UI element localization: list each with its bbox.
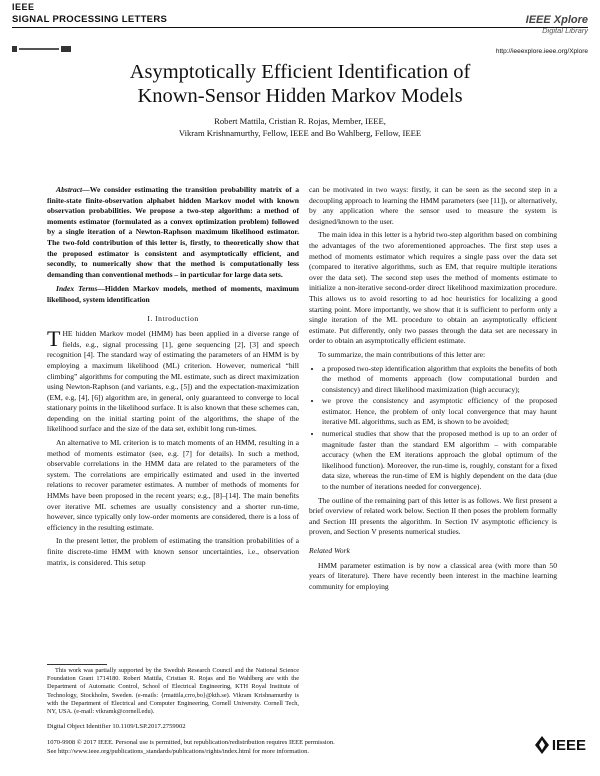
index-terms: Index Terms—Hidden Markov models, method of moments, maximum likelihood, system identification — [47, 284, 300, 304]
xplore-logo[interactable] — [526, 14, 588, 35]
index-terms-text: Hidden Markov models, method of moments, maximum likelihood, system identification — [47, 284, 300, 304]
title-line-2: Known-Sensor Hidden Markov Models — [137, 85, 463, 107]
ieee-logo — [535, 736, 586, 754]
left-column — [47, 185, 299, 571]
right-paragraph-3: To summarize, the main contributions of this letter are: — [318, 349, 486, 359]
authors-line-2: Vikram Krishnamurthy, Fellow, IEEE and Bo Wahlberg, Fellow, IEEE — [178, 128, 422, 138]
index-terms-label: Index Terms — [56, 284, 98, 294]
xplore-subtitle: Digital Library — [542, 26, 588, 35]
ieee-diamond-icon — [535, 736, 549, 754]
title-line-1: Asymptotically Efficient Identification of — [129, 61, 471, 83]
footnote-rule — [47, 664, 107, 665]
intro-paragraph-2: An alternative to ML criterion is to match moments of an HMM, resulting in a method of moments estimator (see, e.g. [7] for details). In such a method, observable correlations in the HMM data are related to the parameters of the system. The correlations are empirically estimated and used in the inverted relations to recover parameter estimates. A number of methods of moments for HMMs have been proposed in the recent years; e.g., [8]–[14]. The main benefits over iterative ML schemes are usually consistency and a shorter run-time, however, since typically only low-order moments are considered, there is a loss of efficiency in the resulting estimate. — [47, 438, 299, 532]
abstract-label: Abstract — [56, 185, 83, 194]
footnote: This work was partially supported by the Swedish Research Council and the National Science Foundation Grant 1714180. Robert Mattila, Cristian R. Rojas and Bo Wahlberg are with the Department of Automatic Control, School of Electrical Engineering, KTH Royal Institute of Technology, Stockholm, Sweden. (e-mails: {rmattila,crro,bo}@kth.se). Vikram Krishnamurthy is with the Department of Electrical and Computer Engineering, Cornell University. Cornell Tech, NY, USA. (e-mail: vikramk@cornell.edu). — [47, 667, 299, 716]
copyright-line-2[interactable]: See http://www.ieee.org/publications_standards/publications/rights/index.html for more information. — [47, 747, 309, 755]
intro-paragraph-1 — [47, 326, 299, 435]
paper-title — [0, 60, 600, 108]
journal-series: SIGNAL PROCESSING LETTERS — [12, 14, 168, 25]
header-rule — [12, 27, 588, 28]
doi[interactable]: Digital Object Identifier 10.1109/LSP.2017.2759902 — [47, 723, 186, 730]
list-item: • a proposed two-step identification algorithm that exploits the benefits of both the method of moments approach (low computational burden and consistency) and direct likelihood maximization (high accuracy); — [322, 364, 557, 396]
contributions-list — [309, 364, 557, 493]
right-paragraph-4: The outline of the remaining part of this letter is as follows. We first present a brief overview of related work below. Section II then poses the problem formally and Section III presents the algorithm. In Section IV asymptotic efficiency is proven, and Section V presents numerical studies. — [309, 495, 557, 537]
drop-cap: T — [47, 326, 61, 352]
xplore-brand: IEEE Xplore — [525, 14, 588, 26]
abstract: Abstract—We consider estimating the transition probability matrix of a finite-state finite-observation alphabet hidden Markov model with known observation probabilities. We propose a two-step algorithm: a method of moments estimator (formulated as a convex optimization problem) followed by a single iteration of a Newton-Raphson maximum likelihood estimator. The two-fold contribution of this letter is, firstly, to theoretically show that the proposed estimator is consistent and asymptotically efficient, and secondly, to numerically show that the method is computationally less demanding than conventional methods – in particular for large data sets. — [47, 185, 299, 279]
section-heading-introduction: I. Introduction — [147, 313, 199, 323]
related-work-paragraph: HMM parameter estimation is by now a classical area (with more than 50 years of literature). There have recently been interest in the machine learning community for employing — [309, 560, 557, 591]
abstract-text: We consider estimating the transition probability matrix of a finite-state finite-observation alphabet hidden Markov model with known observation probabilities. We propose a two-step algorithm: a method of moments estimator (formulated as a convex optimization problem) followed by a single iteration of a Newton-Raphson maximum likelihood estimator. The two-fold contribution of this letter is, firstly, to theoretically show that the proposed estimator is consistent and asymptotically efficient, and secondly, to numerically show that the method is computationally less demanding than conventional methods – in particular for large data sets. — [47, 185, 299, 279]
intro-paragraph-3: In the present letter, the problem of estimating the transition probabilities of a finite discrete-time HMM with known sensor uncertainties, i.e., observation matrix, is considered. This setup — [47, 536, 299, 567]
journal-mark: IEEE — [12, 2, 35, 12]
right-paragraph-2: The main idea in this letter is a hybrid two-step algorithm based on combining the advantages of the two aforementioned approaches. The first step uses a method of moments estimator which requires a single pass over the data set (compared to iterative algorithms, such as EM, that require multiple iterations over the data set). The second step uses the method of moments estimate to initialize a non-iterative second-order direct likelihood maximization procedure. This allows us to avoid resorting to ad hoc heuristics for localizing a good starting point. More importantly, we show that it is sufficient to perform only a single iteration of the ML procedure to obtain an asymptotically efficient estimate. Put differently, only two passes through the data set are necessary in order to obtain an asymptotically efficient estimate. — [309, 230, 557, 346]
ieee-logo-text: IEEE — [551, 736, 586, 754]
list-item: • we prove the consistency and asymptotic efficiency of the proposed estimator. Hence, the problem of only local convergence that may haunt iterative ML algorithms, such as EM, is shown to be avoided; — [322, 396, 557, 428]
related-work-heading: Related Work — [309, 546, 350, 555]
author-list — [0, 115, 600, 139]
intro-paragraph-1-text: HE hidden Markov model (HMM) has been applied in a diverse range of fields, e.g., signal processing [1], gene sequencing [2], [3] and speech recognition [4]. The standard way of estimating the parameters of an HMM is by employing a maximum likelihood (ML) criterion. However, numerical “hill climbing” algorithms for computing the ML estimate, such as direct maximization using Newton-Raphson (and variants, e.g., [5]) and the expectation-maximization (EM, e.g, [4], [6]) algorithm are, in general, only guaranteed to converge to local stationary points in the likelihood surface. It is also known that these schemes can, depending on the initial starting point of the algorithms, the shape of the likelihood surface and the size of the data set, exhibit long run-times. — [47, 329, 299, 434]
right-paragraph-1: can be motivated in two ways: firstly, it can be seen as the second step in a decoupling approach to learning the HMM parameters (see [11]), or alternatively, by any application where the sensor used to measure the system is designed/known to the user. — [309, 185, 557, 226]
small-logo-icon — [12, 44, 72, 54]
copyright — [47, 739, 477, 756]
copyright-line-1: 1070-9908 © 2017 IEEE. Personal use is permitted, but republication/redistribution requires IEEE permission. — [47, 739, 335, 746]
right-column — [309, 185, 557, 595]
list-item: • numerical studies that show that the proposed method is up to an order of magnitude faster than the standard EM algorithm – with comparable accuracy (when the EM iterations approach the global optimum of the likelihood function). Moreover, the run-time is, roughly, constant for a fixed data size, whereas the run-time of EM is highly dependent on the data (due to the number of iterations needed for convergence). — [322, 429, 557, 493]
xplore-url[interactable]: http://ieeexplore.ieee.org/Xplore — [495, 48, 588, 55]
authors-line-1: Robert Mattila, Cristian R. Rojas, Member, IEEE, — [214, 116, 386, 126]
